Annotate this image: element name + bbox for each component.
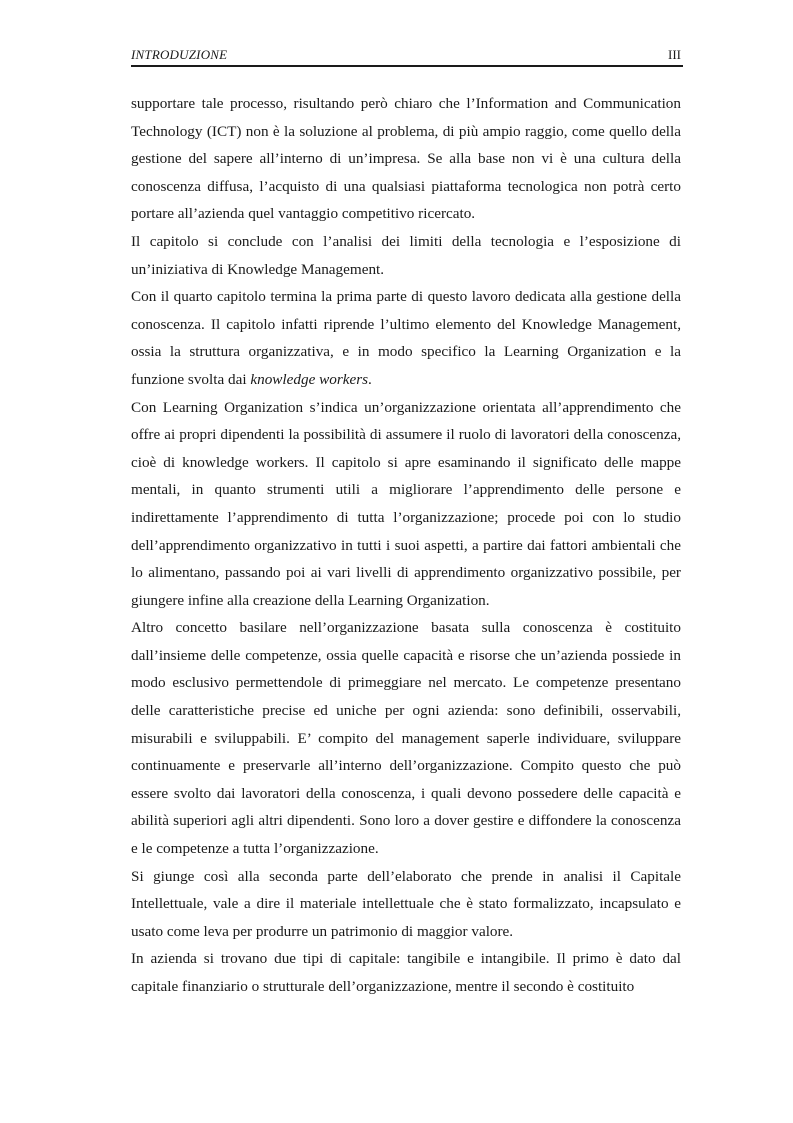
paragraph-2: Il capitolo si conclude con l’analisi dei limiti della tecnologia e l’esposizione di un’iniziativa di Knowledge Management. xyxy=(131,232,681,278)
running-header xyxy=(131,46,683,64)
paragraph-5: Altro concetto basilare nell’organizzazione basata sulla conoscenza è costituito dall’insieme delle competenze, ossia quelle capacità e risorse che un’azienda possiede in modo esclusivo permettendole di primeggiare nel mercato. Le competenze presentano delle caratteristiche precise ed uniche per ogni azienda: sono definibili, osservabili, misurabili e sviluppabili. E’ compito del management saperle individuare, sviluppare continuamente e preservarle all’interno dell’organizzazione. Compito questo che può essere svolto dai lavoratori della conoscenza, i quali devono possedere delle capacità e abilità superiori agli altri dipendenti. Sono loro a dover gestire e diffondere la conoscenza e le competenze a tutta l’organizzazione. xyxy=(131,619,681,858)
header-divider xyxy=(131,65,683,67)
paragraph-4: Con Learning Organization s’indica un’organizzazione orientata all’apprendimento che offre ai propri dipendenti la possibilità di assumere il ruolo di lavoratori della conoscenza, cioè di knowledge workers. Il capitolo si apre esaminando il significato delle mappe mentali, in quanto strumenti utili a migliorare l’apprendimento delle persone e indirettamente l’apprendimento di tutta l’organizzazione; procede poi con lo studio dell’apprendimento organizzativo in tutti i suoi aspetti, a partire dai fattori ambientali che lo alimentano, passando poi ai vari livelli di apprendimento organizzativo possibile, per giungere infine alla creazione della Learning Organization. xyxy=(131,398,681,609)
paragraph-1: supportare tale processo, risultando però chiaro che l’Information and Communication Technology (ICT) non è la soluzione al problema, di più ampio raggio, come quello della gestione del sapere all’interno di un’impresa. Se alla base non vi è una cultura della conoscenza diffusa, l’acquisto di una qualsiasi piattaforma tecnologica non potrà certo portare all’azienda quel vantaggio competitivo ricercato. xyxy=(131,95,681,223)
body-text xyxy=(131,90,681,1001)
knowledge-workers-emphasis: knowledge workers xyxy=(250,370,369,388)
paragraph-7: In azienda si trovano due tipi di capitale: tangibile e intangibile. Il primo è dato dal capitale finanziario o strutturale dell’organizzazione, mentre il secondo è costituito xyxy=(131,950,681,995)
paragraph-6: Si giunge così alla seconda parte dell’elaborato che prende in analisi il Capitale Intellettuale, vale a dire il materiale intellettuale che è stato formalizzato, incapsulato e usato come leva per produrre un patrimonio di maggior valore. xyxy=(131,867,681,940)
chapter-title: INTRODUZIONE xyxy=(131,47,228,62)
paragraph-3-end: . xyxy=(368,370,372,388)
paragraph-3 xyxy=(131,283,681,393)
page-number: III xyxy=(668,47,681,62)
paragraph-3-text: Con il quarto capitolo termina la prima parte di questo lavoro dedicata alla gestione della conoscenza. Il capitolo infatti riprende l’ultimo elemento del Knowledge Management, ossia la struttura organizzativa, e in modo specifico la Learning Organization e la funzione svolta dai xyxy=(131,288,681,388)
